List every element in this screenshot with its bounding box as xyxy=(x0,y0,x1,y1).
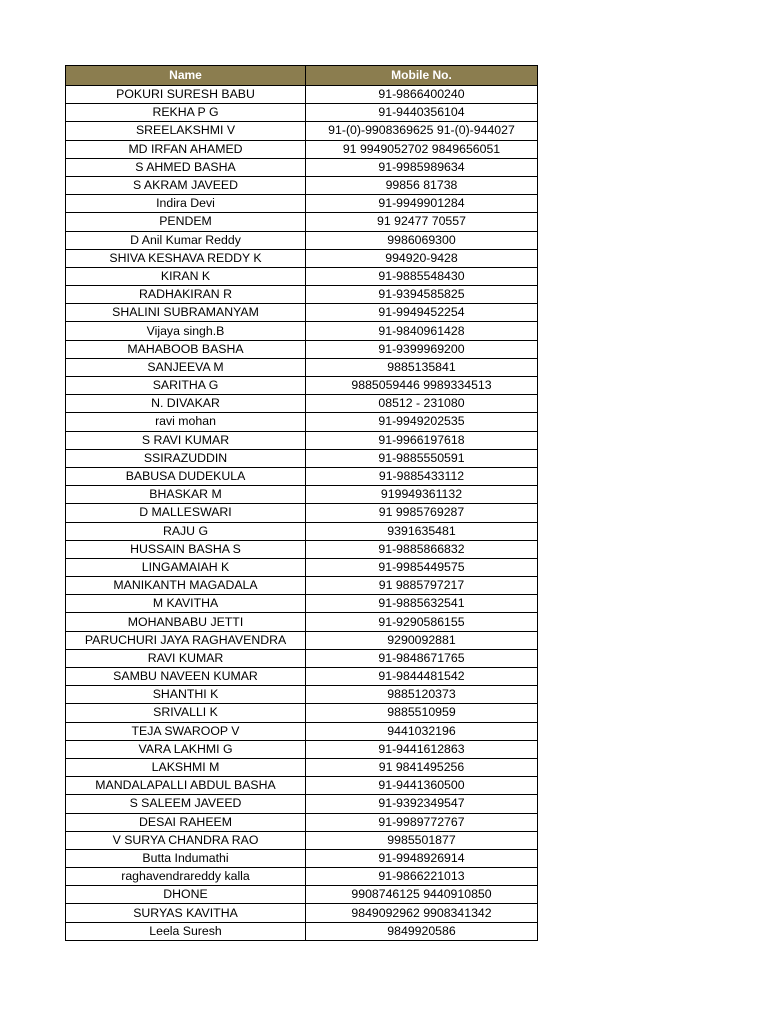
name-cell: Indira Devi xyxy=(66,195,306,213)
table-row xyxy=(66,522,538,540)
table-row xyxy=(66,540,538,558)
name-cell: PARUCHURI JAYA RAGHAVENDRA xyxy=(66,631,306,649)
table-row xyxy=(66,467,538,485)
mobile-cell: 9885510959 xyxy=(306,704,538,722)
name-cell: LAKSHMI M xyxy=(66,758,306,776)
name-cell: D Anil Kumar Reddy xyxy=(66,231,306,249)
mobile-cell: 91-9885866832 xyxy=(306,540,538,558)
table-row xyxy=(66,195,538,213)
mobile-cell: 91-9440356104 xyxy=(306,104,538,122)
mobile-cell: 91-9985449575 xyxy=(306,558,538,576)
table-body xyxy=(66,86,538,941)
table-row xyxy=(66,777,538,795)
mobile-cell: 91-9966197618 xyxy=(306,431,538,449)
name-cell: S SALEEM JAVEED xyxy=(66,795,306,813)
table-row xyxy=(66,358,538,376)
name-cell: DESAI RAHEEM xyxy=(66,813,306,831)
table-row xyxy=(66,176,538,194)
mobile-cell: 91-9392349547 xyxy=(306,795,538,813)
mobile-cell: 91-9840961428 xyxy=(306,322,538,340)
name-cell: RAJU G xyxy=(66,522,306,540)
mobile-cell: 91-9985989634 xyxy=(306,158,538,176)
mobile-cell: 9985501877 xyxy=(306,831,538,849)
table-row xyxy=(66,104,538,122)
name-cell: KIRAN K xyxy=(66,267,306,285)
table-row xyxy=(66,286,538,304)
mobile-cell: 9885135841 xyxy=(306,358,538,376)
name-cell: Leela Suresh xyxy=(66,922,306,940)
name-cell: SHIVA KESHAVA REDDY K xyxy=(66,249,306,267)
table-row xyxy=(66,577,538,595)
table-row xyxy=(66,722,538,740)
mobile-cell: 91-9394585825 xyxy=(306,286,538,304)
mobile-cell: 91-9949901284 xyxy=(306,195,538,213)
mobile-cell: 9441032196 xyxy=(306,722,538,740)
mobile-cell: 91 9885797217 xyxy=(306,577,538,595)
mobile-cell: 91-9866221013 xyxy=(306,868,538,886)
table-row xyxy=(66,231,538,249)
table-row xyxy=(66,486,538,504)
table-row xyxy=(66,377,538,395)
name-cell: SHALINI SUBRAMANYAM xyxy=(66,304,306,322)
name-cell: SRIVALLI K xyxy=(66,704,306,722)
mobile-cell: 91-9949452254 xyxy=(306,304,538,322)
name-cell: N. DIVAKAR xyxy=(66,395,306,413)
mobile-cell: 9885059446 9989334513 xyxy=(306,377,538,395)
name-cell: REKHA P G xyxy=(66,104,306,122)
name-cell: MAHABOOB BASHA xyxy=(66,340,306,358)
name-cell: ravi mohan xyxy=(66,413,306,431)
name-cell: SANJEEVA M xyxy=(66,358,306,376)
mobile-cell: 994920-9428 xyxy=(306,249,538,267)
mobile-cell: 91-9848671765 xyxy=(306,649,538,667)
name-column-header: Name xyxy=(66,66,306,86)
name-cell: LINGAMAIAH K xyxy=(66,558,306,576)
table-row xyxy=(66,249,538,267)
mobile-cell: 91-9885433112 xyxy=(306,467,538,485)
mobile-cell: 91-9949202535 xyxy=(306,413,538,431)
mobile-cell: 91-9866400240 xyxy=(306,86,538,104)
mobile-cell: 91-9989772767 xyxy=(306,813,538,831)
table-row xyxy=(66,158,538,176)
table-row xyxy=(66,340,538,358)
mobile-cell: 91 9985769287 xyxy=(306,504,538,522)
mobile-cell: 91 92477 70557 xyxy=(306,213,538,231)
mobile-cell: 91-9885632541 xyxy=(306,595,538,613)
table-row xyxy=(66,122,538,140)
name-cell: S AHMED BASHA xyxy=(66,158,306,176)
name-cell: RAVI KUMAR xyxy=(66,649,306,667)
table-row xyxy=(66,631,538,649)
mobile-column-header: Mobile No. xyxy=(306,66,538,86)
name-cell: M KAVITHA xyxy=(66,595,306,613)
table-row xyxy=(66,613,538,631)
name-cell: Vijaya singh.B xyxy=(66,322,306,340)
name-cell: VARA LAKHMI G xyxy=(66,740,306,758)
table-row xyxy=(66,86,538,104)
table-row xyxy=(66,449,538,467)
mobile-cell: 9290092881 xyxy=(306,631,538,649)
table-row xyxy=(66,322,538,340)
table-row xyxy=(66,304,538,322)
table-row xyxy=(66,886,538,904)
table-row xyxy=(66,758,538,776)
mobile-cell: 919949361132 xyxy=(306,486,538,504)
name-cell: PENDEM xyxy=(66,213,306,231)
mobile-cell: 9391635481 xyxy=(306,522,538,540)
name-cell: SSIRAZUDDIN xyxy=(66,449,306,467)
mobile-cell: 91-9399969200 xyxy=(306,340,538,358)
name-cell: Butta Indumathi xyxy=(66,849,306,867)
table-row xyxy=(66,558,538,576)
mobile-cell: 91-9885548430 xyxy=(306,267,538,285)
table-row xyxy=(66,795,538,813)
mobile-cell: 91-9290586155 xyxy=(306,613,538,631)
table-row xyxy=(66,813,538,831)
table-row xyxy=(66,922,538,940)
mobile-cell: 91-(0)-9908369625 91-(0)-944027 xyxy=(306,122,538,140)
table-row xyxy=(66,595,538,613)
name-cell: HUSSAIN BASHA S xyxy=(66,540,306,558)
name-cell: RADHAKIRAN R xyxy=(66,286,306,304)
name-cell: DHONE xyxy=(66,886,306,904)
header-row xyxy=(66,66,538,86)
table-row xyxy=(66,431,538,449)
table-row xyxy=(66,140,538,158)
mobile-cell: 9885120373 xyxy=(306,686,538,704)
mobile-cell: 9986069300 xyxy=(306,231,538,249)
mobile-cell: 91-9844481542 xyxy=(306,668,538,686)
table-row xyxy=(66,504,538,522)
table-row xyxy=(66,213,538,231)
name-cell: MANIKANTH MAGADALA xyxy=(66,577,306,595)
mobile-cell: 9849092962 9908341342 xyxy=(306,904,538,922)
name-cell: S RAVI KUMAR xyxy=(66,431,306,449)
table-row xyxy=(66,413,538,431)
name-cell: BHASKAR M xyxy=(66,486,306,504)
mobile-cell: 91-9948926914 xyxy=(306,849,538,867)
table-row xyxy=(66,740,538,758)
name-cell: BABUSA DUDEKULA xyxy=(66,467,306,485)
mobile-cell: 91-9441612863 xyxy=(306,740,538,758)
name-cell: SAMBU NAVEEN KUMAR xyxy=(66,668,306,686)
name-cell: SARITHA G xyxy=(66,377,306,395)
mobile-cell: 91 9841495256 xyxy=(306,758,538,776)
table-row xyxy=(66,668,538,686)
name-cell: V SURYA CHANDRA RAO xyxy=(66,831,306,849)
name-cell: POKURI SURESH BABU xyxy=(66,86,306,104)
name-cell: MOHANBABU JETTI xyxy=(66,613,306,631)
name-cell: SHANTHI K xyxy=(66,686,306,704)
name-cell: D MALLESWARI xyxy=(66,504,306,522)
table-row xyxy=(66,904,538,922)
mobile-cell: 08512 - 231080 xyxy=(306,395,538,413)
contact-sheet xyxy=(65,65,537,941)
mobile-cell: 91-9441360500 xyxy=(306,777,538,795)
name-cell: S AKRAM JAVEED xyxy=(66,176,306,194)
name-cell: raghavendrareddy kalla xyxy=(66,868,306,886)
name-cell: MD IRFAN AHAMED xyxy=(66,140,306,158)
table-row xyxy=(66,831,538,849)
name-cell: MANDALAPALLI ABDUL BASHA xyxy=(66,777,306,795)
mobile-cell: 91-9885550591 xyxy=(306,449,538,467)
mobile-cell: 91 9949052702 9849656051 xyxy=(306,140,538,158)
table-row xyxy=(66,849,538,867)
table-row xyxy=(66,267,538,285)
table-row xyxy=(66,649,538,667)
table-row xyxy=(66,686,538,704)
name-cell: TEJA SWAROOP V xyxy=(66,722,306,740)
table-row xyxy=(66,395,538,413)
table-row xyxy=(66,704,538,722)
mobile-cell: 99856 81738 xyxy=(306,176,538,194)
mobile-cell: 9849920586 xyxy=(306,922,538,940)
name-cell: SREELAKSHMI V xyxy=(66,122,306,140)
name-cell: SURYAS KAVITHA xyxy=(66,904,306,922)
contact-table xyxy=(65,65,538,941)
table-row xyxy=(66,868,538,886)
mobile-cell: 9908746125 9440910850 xyxy=(306,886,538,904)
